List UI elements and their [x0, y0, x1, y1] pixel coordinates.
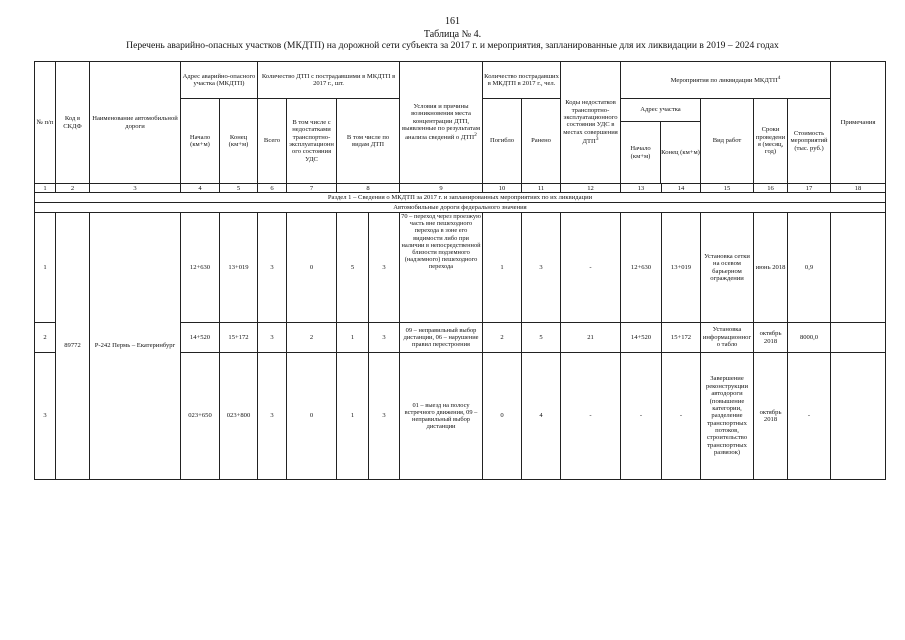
header-num: № п/п	[35, 62, 56, 184]
section-title: Раздел 1 – Сведения о МКДТП за 2017 г. и запланированных мероприятиях по их ликвидации	[35, 193, 886, 203]
header-sec-end: Конец (км+м)	[661, 148, 700, 156]
header-victims-group: Количество пострадавших в МКДТП в 2017 г., чел.	[483, 62, 561, 99]
mkdtp-table	[34, 61, 886, 480]
work-type: Установка сетки на осевом барьерном ограждении	[701, 213, 754, 323]
dtp-types: 1	[337, 353, 369, 480]
header-section-address: Адрес участка	[621, 99, 700, 122]
col-num-15: 15	[701, 184, 754, 193]
conditions: 70 – переход через проезжую часть вне пешеходного перехода в зоне его видимости либо при наличии в непосредственной близости подземного (надземного) пешеходного перехода	[400, 213, 483, 323]
dtp-types-2: 3	[369, 353, 400, 480]
road-name: Р-242 Пермь – Екатеринбург	[90, 213, 181, 480]
dtp-types: 1	[337, 323, 369, 353]
header-incl-udc: В том числе с недостатками транспортно-эксплуатационного состояния УДС	[287, 99, 337, 184]
end-km: 023+800	[220, 353, 258, 480]
header-codes: Коды недостатков транспортно-эксплуатационного состояния УДС в местах совершения ДТП$^3$	[561, 62, 621, 184]
row-num: 2	[35, 323, 56, 353]
header-address-group: Адрес аварийно-опасного участка (МКДТП)	[181, 62, 258, 99]
work-type: Завершение реконструкции автодороги (повышение категории, разделение транспортных потоков, строительство транспортных развязок)	[701, 353, 754, 480]
dtp-total: 3	[258, 353, 287, 480]
header-killed: Погибло	[483, 99, 522, 184]
dtp-types: 5	[337, 213, 369, 323]
dtp-total: 3	[258, 323, 287, 353]
header-measures-group: Мероприятия по ликвидации МКДТП$^4$	[621, 62, 831, 99]
work-date: октябрь 2018	[754, 323, 788, 353]
col-num-2: 2	[56, 184, 90, 193]
injured: 3	[522, 213, 561, 323]
col-num-5: 5	[220, 184, 258, 193]
table-title: Перечень аварийно-опасных участков (МКДТП) на дорожной сети субъекта за 2017 г. и мероприятия, запланированные для их ликвидации в 2019 – 2024 годах	[126, 40, 779, 51]
killed: 0	[483, 353, 522, 480]
section-start: 12+630	[621, 213, 662, 323]
header-dates: Сроки проведения (месяц, год)	[754, 99, 788, 184]
column-numbers-row	[35, 184, 886, 193]
header-end: Конец (км+м)	[220, 99, 258, 184]
header-start: Начало (км+м)	[181, 99, 220, 184]
col-num-18: 18	[831, 184, 886, 193]
dtp-total: 3	[258, 213, 287, 323]
col-num-1: 1	[35, 184, 56, 193]
work-date: октябрь 2018	[754, 353, 788, 480]
section-start: 14+520	[621, 323, 662, 353]
start-km: 12+630	[181, 213, 220, 323]
section-start: -	[621, 353, 662, 480]
section-end: -	[662, 353, 701, 480]
work-cost: -	[788, 353, 831, 480]
col-num-4: 4	[181, 184, 220, 193]
col-num-14: 14	[662, 184, 701, 193]
killed: 2	[483, 323, 522, 353]
dtp-udc: 0	[287, 213, 337, 323]
note	[831, 323, 886, 353]
header-cost: Стоимость мероприятий (тыс. руб.)	[788, 99, 831, 184]
section-end: 13+019	[662, 213, 701, 323]
injured: 4	[522, 353, 561, 480]
header-total: Всего	[258, 99, 287, 184]
header-sec-start: Начало (км+м)	[621, 122, 661, 183]
section-row	[35, 193, 886, 203]
header-code: Код в СКДФ	[56, 62, 90, 184]
end-km: 13+019	[220, 213, 258, 323]
killed: 1	[483, 213, 522, 323]
col-num-11: 11	[522, 184, 561, 193]
start-km: 023+650	[181, 353, 220, 480]
dtp-udc: 0	[287, 353, 337, 480]
road-code: 89772	[56, 213, 90, 480]
header-work-type: Вид работ	[701, 99, 754, 184]
col-num-17: 17	[788, 184, 831, 193]
col-num-16: 16	[754, 184, 788, 193]
end-km: 15+172	[220, 323, 258, 353]
header-conditions: Условия и причины возникновения места концентрации ДТП, выявленные по результатам анализа сведений о ДТП$^2$	[400, 62, 483, 184]
col-num-10: 10	[483, 184, 522, 193]
work-cost: 0,9	[788, 213, 831, 323]
header-notes: Примечания	[831, 62, 886, 184]
dtp-types-2: 3	[369, 323, 400, 353]
subsection-row	[35, 203, 886, 213]
header-incl-types: В том числе по видам ДТП	[337, 99, 400, 184]
row-num: 1	[35, 213, 56, 323]
header-row-1	[35, 62, 886, 99]
col-num-3: 3	[90, 184, 181, 193]
table-row	[35, 213, 886, 323]
codes: 21	[561, 323, 621, 353]
conditions: 01 – выезд на полосу встречного движения, 09 – неправильный выбор дистанции	[400, 353, 483, 480]
table-number: Таблица № 4.	[423, 29, 482, 40]
col-num-6: 6	[258, 184, 287, 193]
page-number: 161	[445, 16, 460, 27]
header-section-address-cell	[621, 99, 701, 184]
work-cost: 8000,0	[788, 323, 831, 353]
header-dtp-group: Количество ДТП с пострадавшими в МКДТП в 2017 г., шт.	[258, 62, 400, 99]
note	[831, 213, 886, 323]
codes: -	[561, 353, 621, 480]
work-type: Установка информационного табло	[701, 323, 754, 353]
injured: 5	[522, 323, 561, 353]
col-num-13: 13	[621, 184, 662, 193]
header-injured: Ранено	[522, 99, 561, 184]
col-num-12: 12	[561, 184, 621, 193]
dtp-udc: 2	[287, 323, 337, 353]
dtp-types-2: 3	[369, 213, 400, 323]
col-num-7: 7	[287, 184, 337, 193]
header-road-name: Наименование автомобильной дороги	[90, 62, 181, 184]
subsection-title: Автомобильные дороги федерального значения	[35, 203, 886, 213]
work-date: июнь 2018	[754, 213, 788, 323]
start-km: 14+520	[181, 323, 220, 353]
codes: -	[561, 213, 621, 323]
col-num-8: 8	[337, 184, 400, 193]
note	[831, 353, 886, 480]
row-num: 3	[35, 353, 56, 480]
col-num-9: 9	[400, 184, 483, 193]
section-end: 15+172	[662, 323, 701, 353]
conditions: 09 – неправильный выбор дистанции, 06 – нарушение правил перестроения	[400, 323, 483, 353]
